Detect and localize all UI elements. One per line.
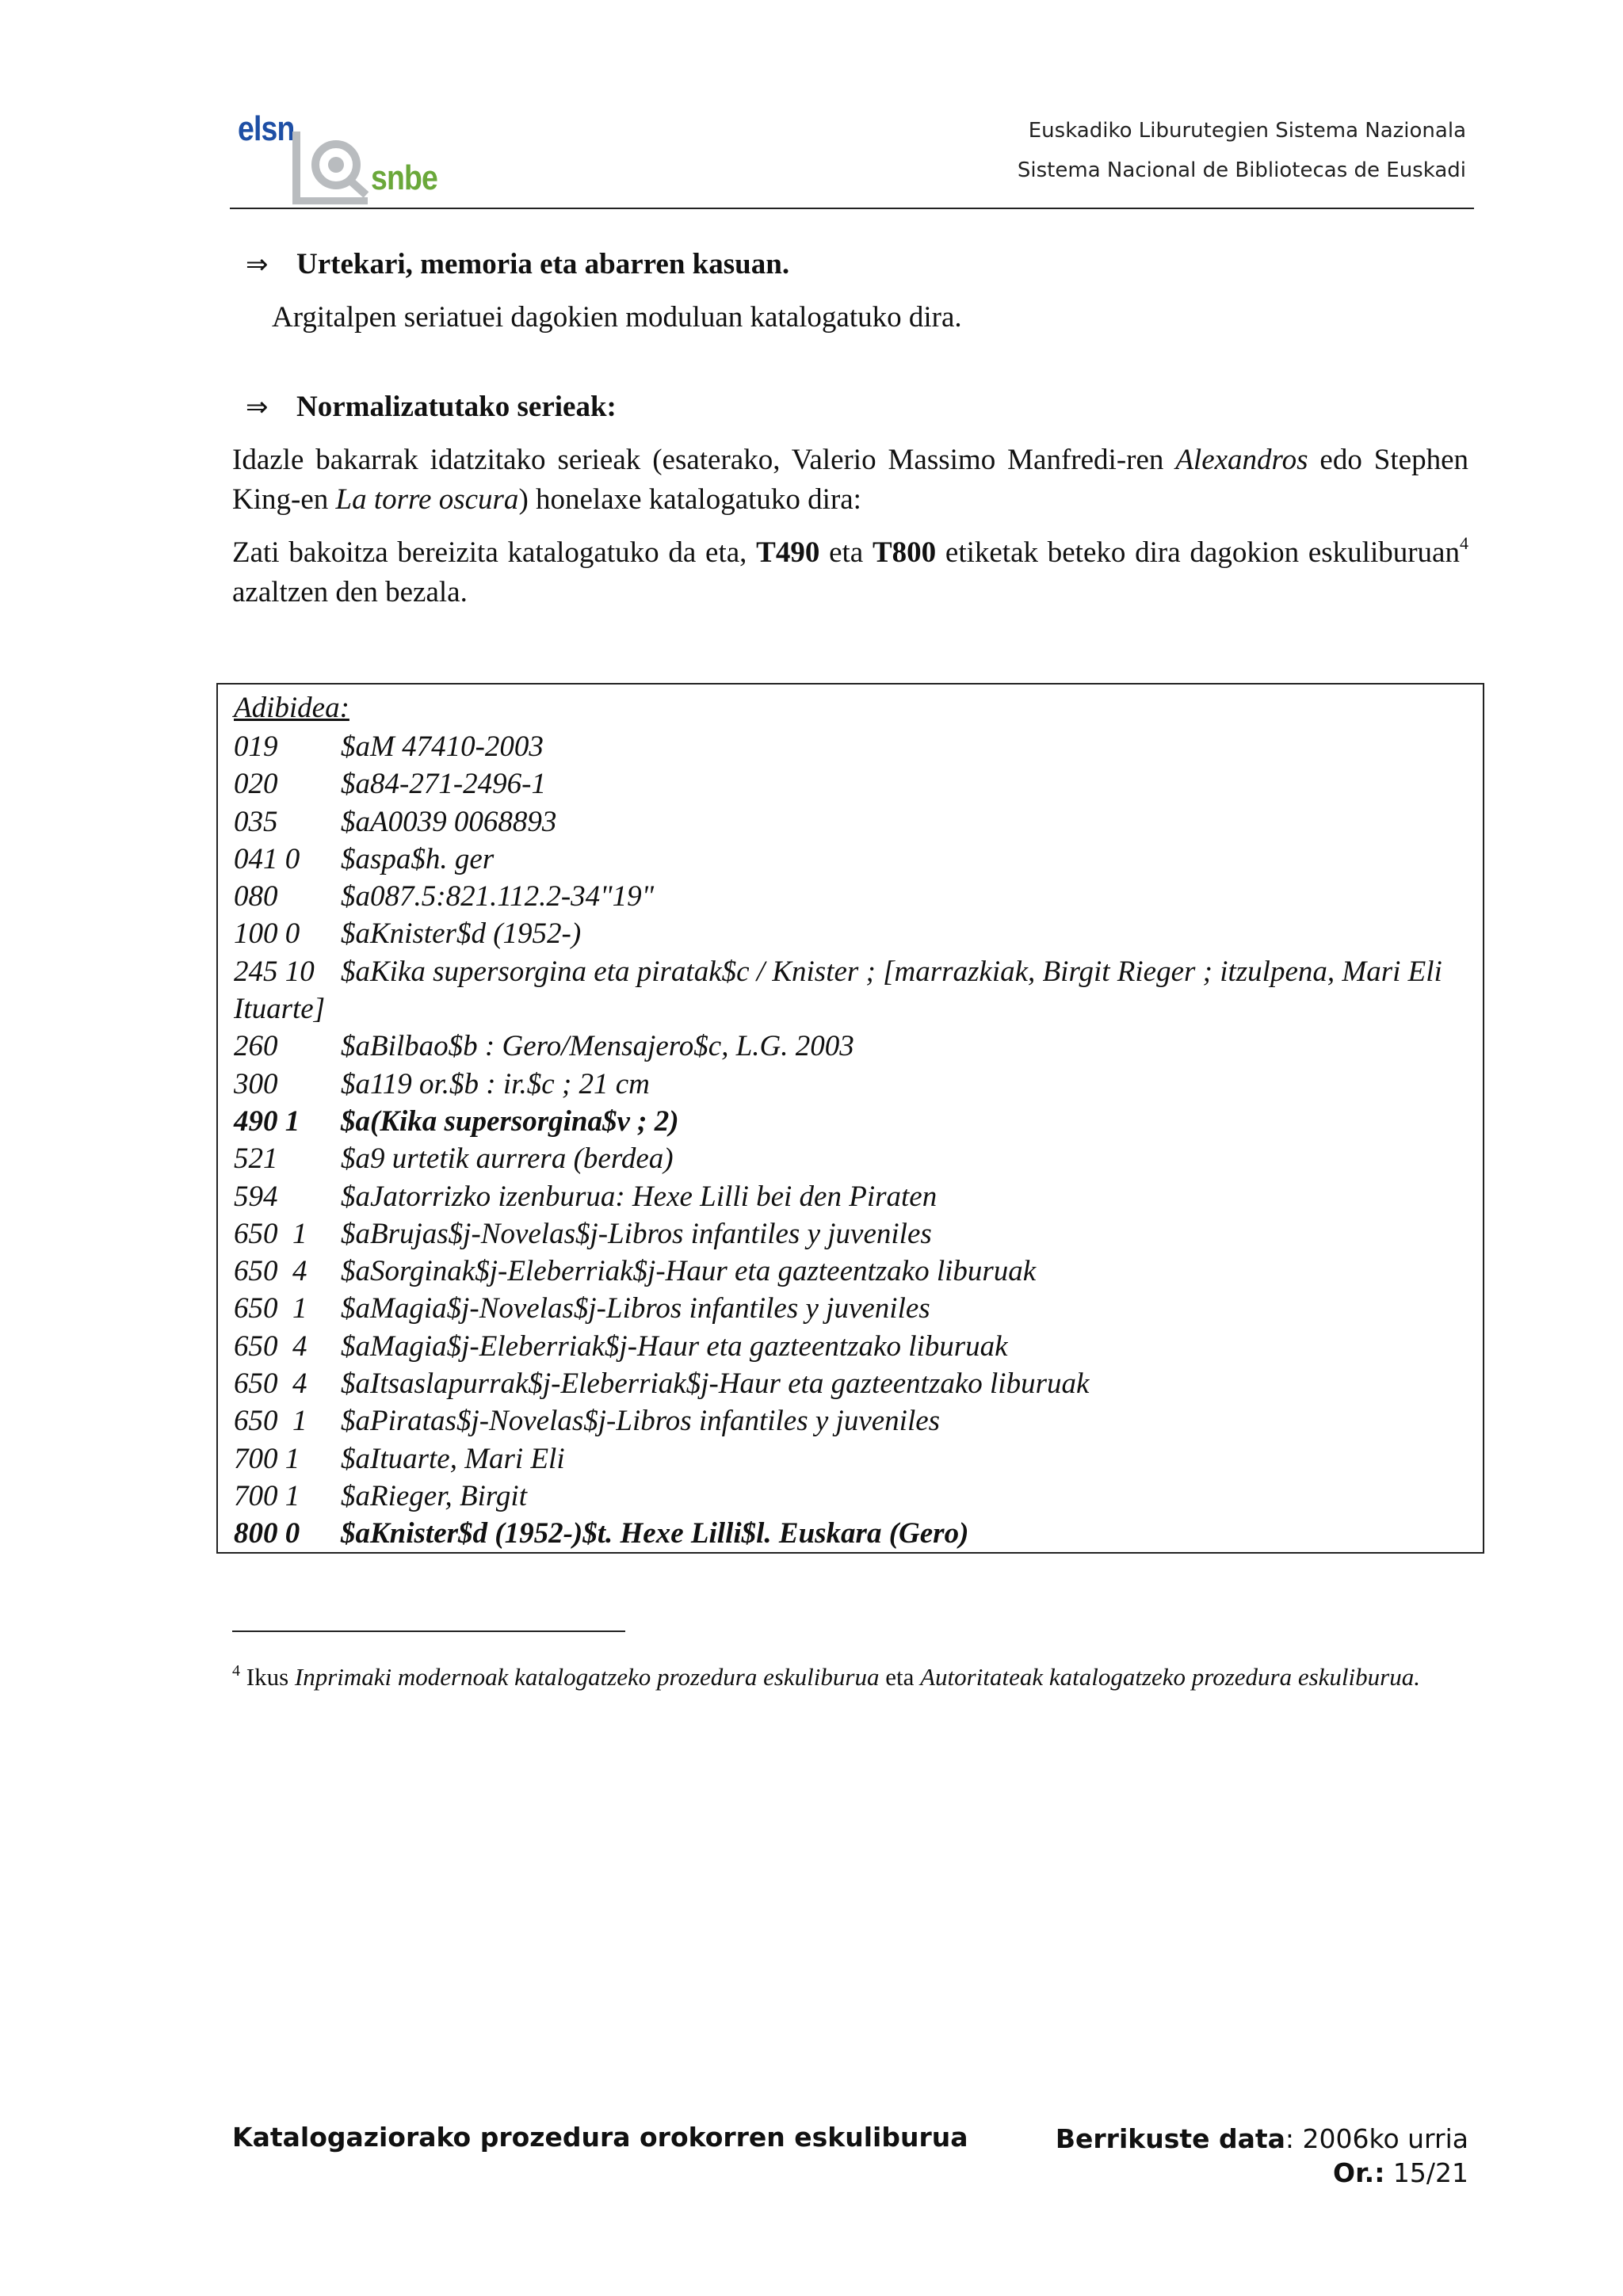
- footnote-divider: [232, 1630, 625, 1632]
- footer-revision-info: Berrikuste data: 2006ko urria Or.: 15/21: [1055, 2123, 1468, 2188]
- footnote: $^4$ Ikus Inprimaki modernoak katalogatzeko prozedura eskuliburua eta Autoritateak katalogatzeko prozedura eskuliburua.: [232, 1662, 1420, 1691]
- record-field: 080 $a087.5:821.112.2-34"19": [234, 880, 655, 913]
- paragraph-series-intro: Idazle bakarrak idatzitako serieak (esaterako, Valerio Massimo Manfredi-ren Alexandros edo Stephen King-en La torre oscura) honelaxe katalogatuko dira:: [232, 444, 1468, 516]
- record-field: 019 $aM 47410-2003: [234, 730, 544, 763]
- record-field: 650 4 $aItsaslapurrak$j-Eleberriak$j-Haur eta gazteentzako liburuak: [234, 1367, 1090, 1401]
- paragraph-series-tags: Zati bakoitza bereizita katalogatuko da eta, T490 eta T800 etiketak beteko dira dagokion eskuliburuan$^4$ azaltzen den bezala.: [232, 533, 1468, 608]
- footer-manual-title: Katalogaziorako prozedura orokorren eskuliburua: [232, 2122, 968, 2153]
- footnote-reference: 4: [1459, 533, 1468, 553]
- record-field: 245 10 $aKika supersorgina eta piratak$c / Knister ; [marrazkiak, Birgit Rieger ; itzulpena, Mari Eli Ituarte]: [234, 955, 1442, 1026]
- elsn-snbe-logo: [230, 109, 436, 204]
- record-field: 020 $a84-271-2496-1: [234, 768, 546, 801]
- record-field: 700 1 $aItuarte, Mari Eli: [234, 1442, 565, 1475]
- arrow-icon: ⇒: [246, 391, 269, 423]
- record-field-highlighted: 490 1 $a(Kika supersorgina$v ; 2): [234, 1104, 679, 1138]
- section-text-yearbooks: Argitalpen seriatuei dagokien moduluan katalogatuko dira.: [272, 301, 962, 334]
- record-field: 300 $a119 or.$b : ir.$c ; 21 cm: [234, 1067, 650, 1100]
- record-field: 100 0 $aKnister$d (1952-): [234, 917, 582, 951]
- organization-name-spanish: Sistema Nacional de Bibliotecas de Euskadi: [1017, 158, 1466, 182]
- logo-text-snbe: snbe: [371, 158, 437, 197]
- section-heading-series: ⇒ Normalizatutako serieak:: [246, 391, 617, 423]
- record-field: 650 1 $aMagia$j-Novelas$j-Libros infantiles y juveniles: [234, 1292, 930, 1325]
- section-heading-yearbooks: ⇒ Urtekari, memoria eta abarren kasuan.: [246, 248, 790, 280]
- arrow-icon: ⇒: [246, 249, 269, 280]
- record-field: 521 $a9 urtetik aurrera (berdea): [234, 1142, 674, 1176]
- record-field: 594 $aJatorrizko izenburua: Hexe Lilli bei den Piraten: [234, 1180, 938, 1213]
- page-number: Or.: 15/21: [1333, 2157, 1468, 2188]
- record-field-highlighted: 800 0 $aKnister$d (1952-)$t. Hexe Lilli$l. Euskara (Gero): [234, 1517, 969, 1550]
- record-field: 035 $aA0039 0068893: [234, 805, 557, 838]
- logo-emblem-icon: [292, 128, 371, 204]
- organization-name-basque: Euskadiko Liburutegien Sistema Nazionala: [1028, 119, 1466, 143]
- record-field: 650 4 $aMagia$j-Eleberriak$j-Haur eta gazteentzako liburuak: [234, 1329, 1008, 1363]
- record-field: 260 $aBilbao$b : Gero/Mensajero$c, L.G. 2003: [234, 1030, 854, 1063]
- page-header: [230, 103, 1474, 209]
- example-box: [216, 683, 1484, 1554]
- record-field: 650 1 $aBrujas$j-Novelas$j-Libros infantiles y juveniles: [234, 1217, 932, 1250]
- record-field: 041 0 $aspa$h. ger: [234, 842, 495, 875]
- logo-text-elsn: elsn: [238, 109, 295, 148]
- marc-record: [234, 728, 1470, 1553]
- footnote-number: 4: [232, 1662, 240, 1680]
- record-field: 650 1 $aPiratas$j-Novelas$j-Libros infantiles y juveniles: [234, 1405, 941, 1438]
- example-title: Adibidea:: [234, 692, 349, 724]
- record-field: 700 1 $aRieger, Birgit: [234, 1479, 527, 1512]
- record-field: 650 4 $aSorginak$j-Eleberriak$j-Haur eta gazteentzako liburuak: [234, 1255, 1037, 1288]
